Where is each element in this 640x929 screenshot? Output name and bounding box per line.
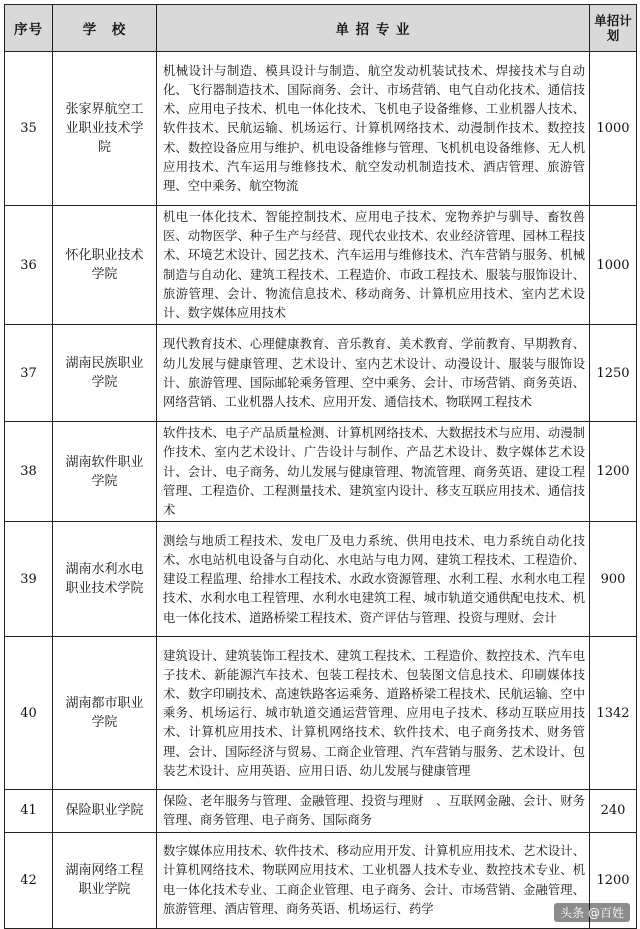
row-majors: 测绘与地质工程技术、发电厂及电力系统、供用电技术、电力系统自动化技术、水电站机电设备与自动化、水电站与电力网、建筑工程技术、工程造价、建设工程监理、给排水工程技术、水政水资源管理、水利工程、水利水电工程技术、水利水电工程管理、水利水电建筑工程、城市轨道交通供配电技术、机电一体化技术、道路桥梁工程技术、资产评估与管理、投资与理财、会计 — [157, 522, 590, 637]
row-majors: 保险、老年服务与管理、金融管理、投资与理财 、互联网金融、会计、财务管理、商务管理、电子商务、国际商务 — [157, 790, 590, 832]
table-row — [5, 832, 637, 928]
row-majors: 机电一体化技术、智能控制技术、应用电子技术、宠物养护与驯导、畜牧兽医、动物医学、种子生产与经营、现代农业技术、农业经济管理、园林工程技术、环境艺术设计、园艺技术、汽车运用与维修技术、汽车营销与服务、机械制造与自动化、建筑工程技术、工程造价、市政工程技术、服装与服饰设计、旅游管理、会计、物流信息技术、移动商务、计算机应用技术、室内艺术设计、数字媒体应用技术 — [157, 206, 590, 325]
enrollment-table — [4, 4, 637, 929]
table-row — [5, 206, 637, 325]
row-no: 41 — [5, 790, 53, 832]
row-school: 湖南民族职业学院 — [53, 325, 157, 422]
header-plan: 单招计划 — [590, 5, 637, 52]
table-row — [5, 637, 637, 790]
row-majors: 数字媒体应用技术、软件技术、移动应用开发、计算机应用技术、艺术设计、计算机网络技术、物联网应用技术、工业机器人技术专业、数控技术专业、机电一体化技术专业、工商企业管理、电子商务、会计、市场营销、金融管理、旅游管理、酒店管理、商务英语、机场运行、药学 — [157, 832, 590, 928]
row-plan: 1250 — [590, 325, 637, 422]
row-no: 37 — [5, 325, 53, 422]
row-no: 38 — [5, 422, 53, 522]
row-plan: 1000 — [590, 206, 637, 325]
row-school: 湖南软件职业学院 — [53, 422, 157, 522]
row-majors: 软件技术、电子产品质量检测、计算机网络技术、大数据技术与应用、动漫制作技术、室内艺术设计、广告设计与制作、产品艺术设计、数字媒体艺术设计、会计、电子商务、幼儿发展与健康管理、物流管理、商务英语、建设工程管理、工程造价、工程测量技术、建筑室内设计、移支互联应用技术、通信技术 — [157, 422, 590, 522]
row-school: 怀化职业技术学院 — [53, 206, 157, 325]
row-no: 39 — [5, 522, 53, 637]
table-row — [5, 522, 637, 637]
row-plan: 1000 — [590, 52, 637, 206]
row-no: 36 — [5, 206, 53, 325]
row-school: 湖南都市职业学院 — [53, 637, 157, 790]
row-no: 42 — [5, 832, 53, 928]
row-plan: 1200 — [590, 422, 637, 522]
row-plan: 900 — [590, 522, 637, 637]
table-row — [5, 422, 637, 522]
row-plan: 240 — [590, 790, 637, 832]
table-header-row — [5, 5, 637, 52]
row-no: 40 — [5, 637, 53, 790]
row-no: 35 — [5, 52, 53, 206]
row-majors: 现代教育技术、心理健康教育、音乐教育、美术教育、学前教育、早期教育、幼儿发展与健康管理、艺术设计、室内艺术设计、动漫设计、服装与服饰设计、旅游管理、国际邮轮乘务管理、空中乘务、会计、市场营销、商务英语、网络营销、工业机器人技术、应用开发、通信技术、物联网工程技术 — [157, 325, 590, 422]
row-majors: 建筑设计、建筑装饰工程技术、建筑工程技术、工程造价、数控技术、汽车电子技术、新能源汽车技术、包装工程技术、包装图文信息技术、印刷媒体技术、数字印刷技术、高速铁路客运乘务、道路桥梁工程技术、民航运输、空中乘务、机场运行、城市轨道交通运营管理、应用电子技术、移动互联应用技术、计算机应用技术、计算机网络技术、软件技术、电子商务技术、财务管理、会计、国际经济与贸易、工商企业管理、汽车营销与服务、艺术设计、包装艺术设计、应用英语、应用日语、幼儿发展与健康管理 — [157, 637, 590, 790]
row-plan: 1200 — [590, 832, 637, 928]
row-school: 湖南水利水电职业技术学院 — [53, 522, 157, 637]
row-school: 张家界航空工业职业技术学院 — [53, 52, 157, 206]
header-majors: 单 招 专 业 — [157, 5, 590, 52]
table-row — [5, 325, 637, 422]
header-school: 学 校 — [53, 5, 157, 52]
row-majors: 机械设计与制造、模具设计与制造、航空发动机装试技术、焊接技术与自动化、飞行器制造技术、国际商务、会计、市场营销、电气自动化技术、通信技术、应用电子技术、机电一体化技术、飞机电子设备维修、工业机器人技术、软件技术、民航运输、机场运行、计算机网络技术、动漫制作技术、数控技术、数控设备应用与维护、机电设备维修与管理、飞机机电设备维修、无人机应用技术、汽车运用与维修技术、航空发动机制造技术、酒店管理、旅游管理、空中乘务、航空物流 — [157, 52, 590, 206]
table-row — [5, 790, 637, 832]
row-school: 保险职业学院 — [53, 790, 157, 832]
row-plan: 1342 — [590, 637, 637, 790]
header-no: 序号 — [5, 5, 53, 52]
row-school: 湖南网络工程职业学院 — [53, 832, 157, 928]
table-row — [5, 52, 637, 206]
watermark: 头条 @百姓 — [554, 903, 630, 922]
